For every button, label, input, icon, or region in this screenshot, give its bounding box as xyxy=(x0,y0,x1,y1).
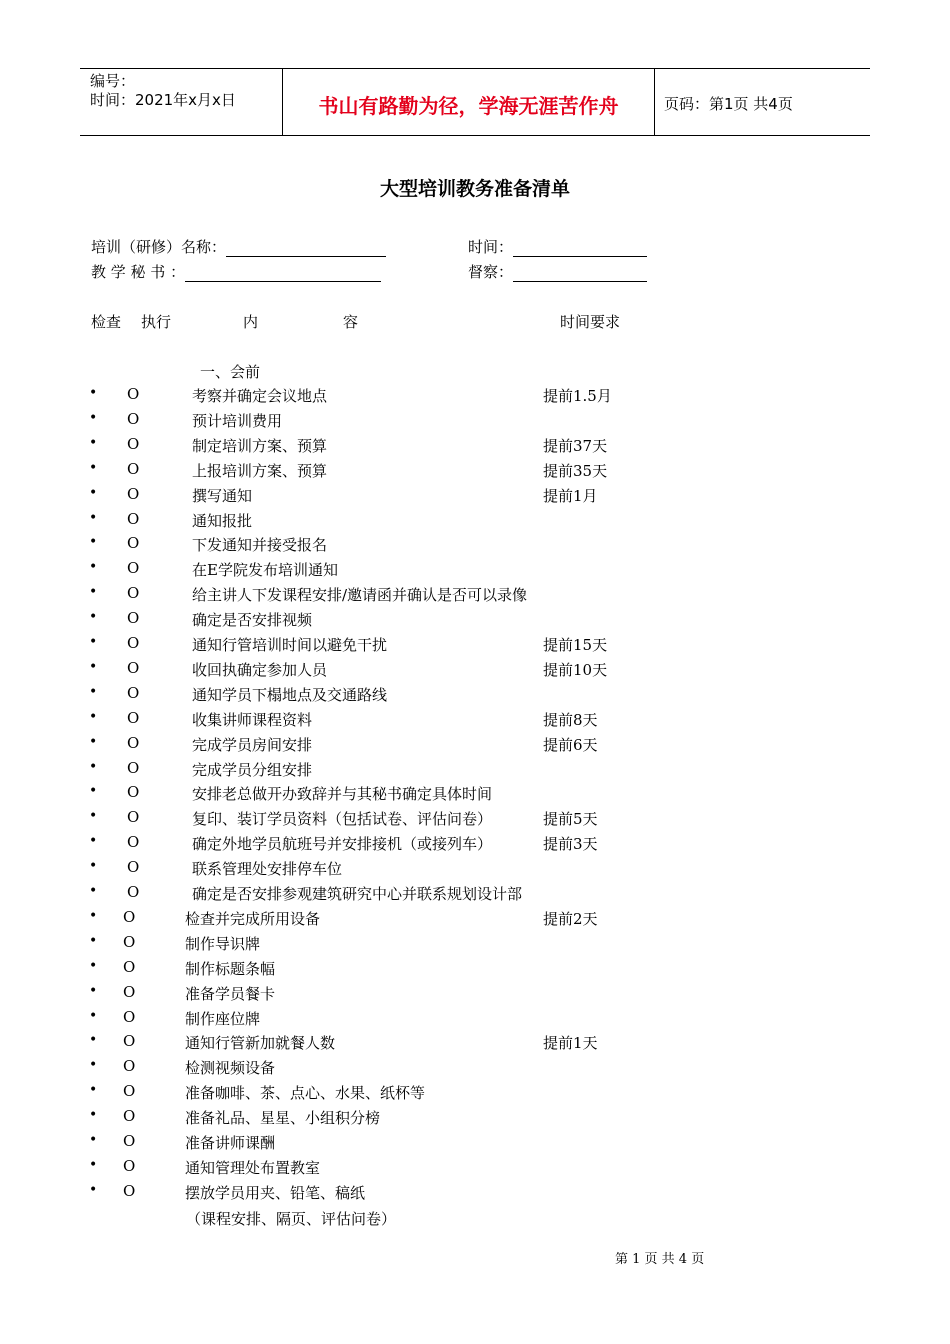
execute-checkbox[interactable]: O xyxy=(127,584,140,603)
checklist-item xyxy=(0,634,950,659)
header-left-cell xyxy=(90,72,236,110)
checklist-item xyxy=(0,410,950,435)
item-content: 检查并完成所用设备 xyxy=(185,909,321,928)
execute-checkbox[interactable]: O xyxy=(127,509,140,528)
section-title: 一、会前 xyxy=(200,363,261,381)
item-content: 检测视频设备 xyxy=(185,1059,276,1078)
bullet-icon: • xyxy=(89,733,98,750)
bullet-icon: • xyxy=(89,1082,98,1099)
header-divider-2 xyxy=(654,68,655,135)
bullet-icon: • xyxy=(89,932,98,949)
item-content: 完成学员分组安排 xyxy=(192,760,313,779)
checklist-item xyxy=(0,510,950,535)
execute-checkbox[interactable]: O xyxy=(127,409,140,428)
checklist-item xyxy=(0,559,950,584)
execute-checkbox[interactable]: O xyxy=(123,932,136,951)
item-time-requirement: 提前3天 xyxy=(543,835,598,854)
item-content: 考察并确定会议地点 xyxy=(192,387,328,405)
bullet-icon: • xyxy=(89,385,98,401)
execute-checkbox[interactable]: O xyxy=(123,957,136,976)
checklist-item xyxy=(0,460,950,485)
checklist-item xyxy=(0,1057,950,1082)
checklist-item xyxy=(0,833,950,858)
execute-checkbox[interactable]: O xyxy=(123,1082,136,1101)
item-content: 复印、装订学员资料（包括试卷、评估问卷） xyxy=(192,810,493,829)
item-time-requirement: 提前8天 xyxy=(543,710,598,729)
item-content: 通知行管新加就餐人数 xyxy=(185,1034,336,1053)
bullet-icon: • xyxy=(89,907,98,924)
execute-checkbox[interactable]: O xyxy=(123,1181,136,1200)
execute-checkbox[interactable]: O xyxy=(123,1107,136,1126)
bullet-icon: • xyxy=(89,1107,98,1124)
item-content: 预计培训费用 xyxy=(192,411,283,430)
bullet-icon: • xyxy=(89,609,98,626)
checklist-item xyxy=(0,534,950,559)
secretary-label: 教 学 秘 书 ： xyxy=(91,263,186,281)
execute-checkbox[interactable]: O xyxy=(127,833,140,852)
item-content: 给主讲人下发课程安排/邀请函并确认是否可以录像 xyxy=(192,586,528,605)
document-title: 大型培训教务准备清单 xyxy=(379,178,570,200)
checklist-item xyxy=(0,1132,950,1157)
checklist-item xyxy=(0,983,950,1008)
checklist-item xyxy=(0,1082,950,1107)
bullet-icon: • xyxy=(89,683,98,700)
checklist-item xyxy=(0,709,950,734)
checklist-item xyxy=(0,883,950,908)
supervision-label: 督察： xyxy=(468,263,514,281)
execute-checkbox[interactable]: O xyxy=(123,1032,136,1051)
training-name-label: 培训（研修）名称： xyxy=(91,238,227,256)
item-content: 准备礼品、星星、小组积分榜 xyxy=(185,1109,381,1128)
item-time-requirement: 提前35天 xyxy=(543,461,608,480)
item-time-requirement: 提前1月 xyxy=(543,486,598,505)
checklist-item xyxy=(0,734,950,759)
item-content: 在E学院发布培训通知 xyxy=(192,561,338,580)
execute-checkbox[interactable]: O xyxy=(127,609,140,628)
bullet-icon: • xyxy=(89,534,98,551)
bullet-icon: • xyxy=(89,1032,98,1049)
item-time-requirement: 提前10天 xyxy=(543,660,608,679)
execute-checkbox[interactable]: O xyxy=(127,858,140,877)
page-info: 页码：第1页 共4页 xyxy=(664,95,793,113)
column-execute: 执行 xyxy=(141,313,172,331)
execute-checkbox[interactable]: O xyxy=(123,1057,136,1076)
bullet-icon: • xyxy=(89,484,98,501)
bullet-icon: • xyxy=(89,584,98,601)
item-time-requirement: 提前1天 xyxy=(543,1034,598,1053)
item-content: 准备学员餐卡 xyxy=(185,984,276,1003)
checklist-item xyxy=(0,1032,950,1057)
execute-checkbox[interactable]: O xyxy=(123,1132,136,1150)
execute-checkbox[interactable]: O xyxy=(127,883,140,901)
item-content: 准备咖啡、茶、点心、水果、纸杯等 xyxy=(185,1084,426,1103)
execute-checkbox[interactable]: O xyxy=(127,758,140,777)
bullet-icon: • xyxy=(89,459,98,476)
bullet-icon: • xyxy=(89,1181,98,1198)
bullet-icon: • xyxy=(89,982,98,999)
bullet-icon: • xyxy=(89,883,98,899)
column-content-1: 内 xyxy=(243,313,259,331)
item-content: 上报培训方案、预算 xyxy=(192,461,328,480)
item-content: 确定外地学员航班号并安排接机（或接列车） xyxy=(192,835,493,854)
checklist-item xyxy=(0,1107,950,1132)
item-time-requirement: 提前15天 xyxy=(543,636,608,654)
column-content-2: 容 xyxy=(343,313,359,331)
header-bottom-border xyxy=(80,135,870,136)
column-time-requirement: 时间要求 xyxy=(560,313,621,331)
bullet-icon: • xyxy=(89,957,98,974)
item-content: 确定是否安排参观建筑研究中心并联系规划设计部 xyxy=(192,885,523,903)
checklist-item xyxy=(0,584,950,609)
execute-checkbox[interactable]: O xyxy=(127,634,140,652)
bullet-icon: • xyxy=(89,434,98,451)
checklist-item xyxy=(0,858,950,883)
item-note: （课程安排、隔页、评估问卷） xyxy=(186,1210,397,1228)
item-content: 安排老总做开办致辞并与其秘书确定具体时间 xyxy=(192,785,493,804)
checklist-item xyxy=(0,1008,950,1033)
execute-checkbox[interactable]: O xyxy=(127,708,140,727)
bullet-icon: • xyxy=(89,758,98,775)
execute-checkbox[interactable]: O xyxy=(127,808,140,827)
item-content: 通知报批 xyxy=(192,511,253,530)
item-time-requirement: 提前6天 xyxy=(543,735,598,754)
checklist-item xyxy=(0,659,950,684)
time-label: 时间： xyxy=(468,238,514,256)
checklist-item xyxy=(0,609,950,634)
supervision-blank[interactable] xyxy=(513,266,647,282)
bullet-icon: • xyxy=(89,833,98,850)
item-content: 摆放学员用夹、铅笔、稿纸 xyxy=(185,1183,366,1202)
item-content: 通知管理处布置教室 xyxy=(185,1158,321,1177)
bullet-icon: • xyxy=(89,658,98,675)
checklist-item xyxy=(0,435,950,460)
training-name-blank[interactable] xyxy=(226,241,386,257)
time-blank[interactable] xyxy=(513,241,647,257)
item-time-requirement: 提前2天 xyxy=(543,909,598,928)
item-content: 制作标题条幅 xyxy=(185,959,276,978)
item-content: 完成学员房间安排 xyxy=(192,735,313,754)
training-name-field xyxy=(91,236,386,257)
execute-checkbox[interactable]: O xyxy=(127,534,140,553)
item-time-requirement: 提前1.5月 xyxy=(543,387,612,405)
execute-checkbox[interactable]: O xyxy=(127,459,140,478)
checklist-item xyxy=(0,933,950,958)
bullet-icon: • xyxy=(89,1132,98,1148)
checklist-item xyxy=(0,485,950,510)
checklist-item xyxy=(0,1157,950,1182)
bullet-icon: • xyxy=(89,783,98,800)
secretary-field xyxy=(91,261,381,282)
item-content: 通知学员下榻地点及交通路线 xyxy=(192,685,388,704)
checklist-item xyxy=(0,783,950,808)
bullet-icon: • xyxy=(89,1007,98,1024)
bullet-icon: • xyxy=(89,1057,98,1074)
execute-checkbox[interactable]: O xyxy=(123,1156,136,1175)
bullet-icon: • xyxy=(89,509,98,526)
checklist-item xyxy=(0,958,950,983)
item-content: 撰写通知 xyxy=(192,486,253,505)
header-top-border xyxy=(80,68,870,69)
secretary-blank[interactable] xyxy=(185,266,381,282)
motto: 书山有路勤为径，学海无涯苦作舟 xyxy=(318,94,619,118)
supervision-field xyxy=(468,261,647,282)
bullet-icon: • xyxy=(89,708,98,725)
item-time-requirement: 提前37天 xyxy=(543,436,608,455)
execute-checkbox[interactable]: O xyxy=(123,1007,136,1026)
execute-checkbox[interactable]: O xyxy=(127,783,140,802)
bullet-icon: • xyxy=(89,634,98,650)
checklist-item xyxy=(0,908,950,933)
execute-checkbox[interactable]: O xyxy=(123,982,136,1001)
item-content: 制作导识牌 xyxy=(185,934,261,953)
item-time-requirement: 提前5天 xyxy=(543,810,598,829)
checklist-item xyxy=(0,385,950,410)
bullet-icon: • xyxy=(89,808,98,825)
column-check: 检查 xyxy=(91,313,122,331)
time-field xyxy=(468,236,647,257)
item-content: 下发通知并接受报名 xyxy=(192,536,328,555)
item-content: 制定培训方案、预算 xyxy=(192,436,328,455)
item-content: 收集讲师课程资料 xyxy=(192,710,313,729)
date-label: 时间：2021年x月x日 xyxy=(90,91,236,109)
item-content: 联系管理处安排停车位 xyxy=(192,860,343,879)
execute-checkbox[interactable]: O xyxy=(127,733,140,752)
execute-checkbox[interactable]: O xyxy=(127,658,140,677)
item-content: 制作座位牌 xyxy=(185,1009,261,1028)
bullet-icon: • xyxy=(89,409,98,426)
execute-checkbox[interactable]: O xyxy=(127,385,140,403)
checklist-item xyxy=(0,684,950,709)
bullet-icon: • xyxy=(89,858,98,875)
item-content: 确定是否安排视频 xyxy=(192,611,313,630)
item-content: 准备讲师课酬 xyxy=(185,1134,276,1152)
item-content: 收回执确定参加人员 xyxy=(192,660,328,679)
execute-checkbox[interactable]: O xyxy=(127,434,140,453)
checklist-item xyxy=(0,808,950,833)
execute-checkbox[interactable]: O xyxy=(127,683,140,702)
bullet-icon: • xyxy=(89,1156,98,1173)
item-content: 通知行管培训时间以避免干扰 xyxy=(192,636,388,654)
checklist-item xyxy=(0,759,950,784)
execute-checkbox[interactable]: O xyxy=(127,484,140,503)
execute-checkbox[interactable]: O xyxy=(123,907,136,926)
page-footer: 第 1 页 共 4 页 xyxy=(615,1252,705,1267)
number-label: 编号： xyxy=(90,72,136,90)
checklist-item xyxy=(0,1182,950,1207)
bullet-icon: • xyxy=(89,559,98,576)
execute-checkbox[interactable]: O xyxy=(127,559,140,578)
